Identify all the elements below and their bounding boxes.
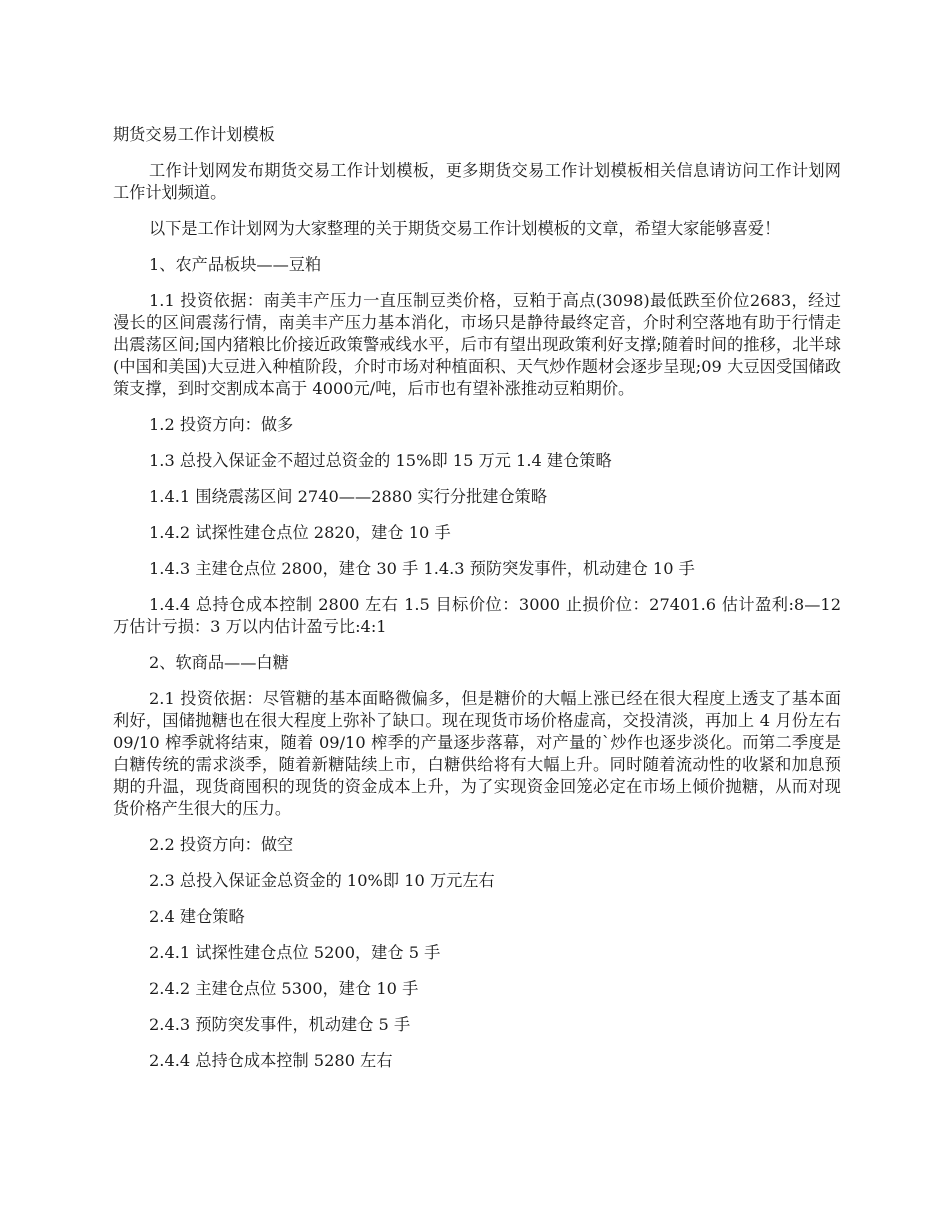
- paragraph-2-4-1: 2.4.1 试探性建仓点位 5200，建仓 5 手: [149, 943, 441, 962]
- section-heading-sugar: 2、软商品——白糖: [149, 653, 289, 672]
- paragraph-2-4-2: 2.4.2 主建仓点位 5300，建仓 10 手: [149, 979, 419, 998]
- paragraph-2-4-3: 2.4.3 预防突发事件，机动建仓 5 手: [149, 1015, 411, 1034]
- intro-paragraph: 工作计划网发布期货交易工作计划模板，更多期货交易工作计划模板相关信息请访问工作计划网工作计划频道。: [113, 161, 841, 202]
- paragraph-2-4-4: 2.4.4 总持仓成本控制 5280 左右: [149, 1051, 393, 1070]
- paragraph-1-4-1: 1.4.1 围绕震荡区间 2740——2880 实行分批建仓策略: [149, 487, 548, 506]
- intro-paragraph-2: 以下是工作计划网为大家整理的关于期货交易工作计划模板的文章，希望大家能够喜爱！: [149, 219, 781, 238]
- document-title: 期货交易工作计划模板: [113, 125, 275, 144]
- paragraph-2-4: 2.4 建仓策略: [149, 907, 245, 926]
- paragraph-1-4-4: 1.4.4 总持仓成本控制 2800 左右 1.5 目标价位：3000 止损价位：27401.6 估计盈利:8—12 万估计亏损：3 万以内估计盈亏比:4:1: [113, 595, 847, 636]
- paragraph-2-1: 2.1 投资依据：尽管糖的基本面略微偏多，但是糖价的大幅上涨已经在很大程度上透支了基本面利好，国储抛糖也在很大程度上弥补了缺口。现在现货市场价格虚高，交投清淡，再加上 4 月份左右 09/10 榨季就将结束，随着 09/10 榨季的产量逐步落幕，对产量的`炒作也逐步淡化。而第二季度是白糖传统的需求淡季，随着新糖陆续上市，白糖供给将有大幅上升。同时随着流动性的收紧和加息预期的升温，现货商囤积的现货的资金成本上升，为了实现资金回笼必定在市场上倾价抛糖，从而对现货价格产生很大的压力。: [113, 689, 847, 818]
- paragraph-1-4-3: 1.4.3 主建仓点位 2800，建仓 30 手 1.4.3 预防突发事件，机动建仓 10 手: [149, 559, 695, 578]
- paragraph-1-4-2: 1.4.2 试探性建仓点位 2820，建仓 10 手: [149, 523, 451, 542]
- paragraph-1-1: 1.1 投资依据：南美丰产压力一直压制豆类价格，豆粕于高点(3098)最低跌至价位2683，经过漫长的区间震荡行情，南美丰产压力基本消化，市场只是静待最终定音，介时利空落地有助于行情走出震荡区间;国内猪粮比价接近政策警戒线水平，后市有望出现政策利好支撑;随着时间的推移，北半球(中国和美国)大豆进入种植阶段，介时市场对种植面积、天气炒作题材会逐步呈现;09 大豆因受国储政策支撑，到时交割成本高于 4000元/吨，后市也有望补涨推动豆粕期价。: [113, 291, 841, 398]
- paragraph-2-2: 2.2 投资方向：做空: [149, 835, 294, 854]
- paragraph-2-3: 2.3 总投入保证金总资金的 10%即 10 万元左右: [149, 871, 495, 890]
- paragraph-1-2: 1.2 投资方向：做多: [149, 415, 294, 434]
- section-heading-soybean-meal: 1、农产品板块——豆粕: [149, 255, 322, 274]
- document-page: [113, 124, 847, 1086]
- paragraph-1-3: 1.3 总投入保证金不超过总资金的 15%即 15 万元 1.4 建仓策略: [149, 451, 612, 470]
